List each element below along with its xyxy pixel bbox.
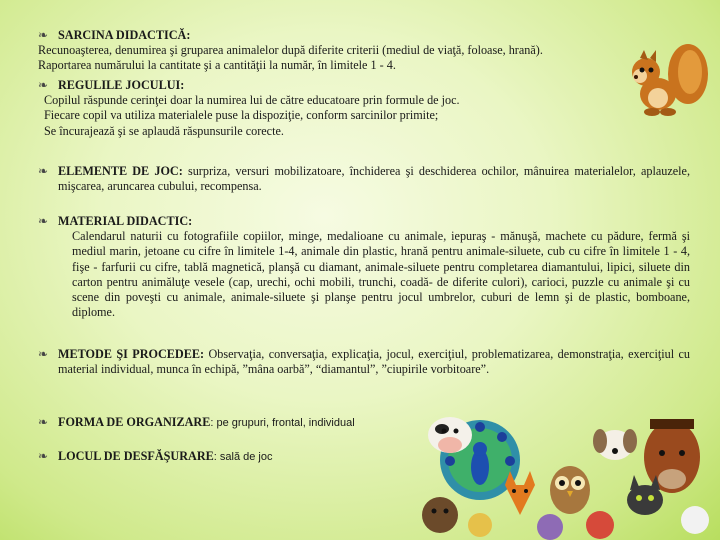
owl — [550, 466, 590, 514]
section-metode — [38, 347, 690, 377]
horse — [644, 419, 700, 493]
lamb — [681, 506, 709, 534]
locul-text: : sală de joc — [213, 451, 273, 463]
section-sarcina — [38, 28, 638, 74]
sarcina-line: Raportarea numărului la cantitate şi a cantităţii la număr, în limitele 1 - 4. — [38, 58, 396, 73]
bullet-icon: ❧ — [38, 214, 49, 228]
bear — [422, 497, 458, 533]
locul-heading: LOCUL DE DESFĂŞURARE — [58, 449, 214, 463]
bullet-icon: ❧ — [38, 449, 49, 463]
forma-heading: FORMA DE ORGANIZARE — [58, 415, 211, 429]
chick — [468, 513, 492, 537]
cat — [627, 475, 663, 515]
sarcina-line: Recunoaşterea, denumirea şi gruparea animalelor după diferite criterii (mediul de viaţă, foloase, hrană). — [38, 43, 543, 58]
animals-group-illustration — [410, 405, 720, 540]
cow — [428, 417, 472, 453]
reguli-heading: REGULILE JOCULUI: — [58, 78, 185, 92]
reguli-line: Fiecare copil va utiliza materialele puse la dispoziţie, conform sarcinilor primite; — [44, 108, 439, 123]
elemente-heading: ELEMENTE DE JOC: — [58, 164, 183, 178]
reguli-line: Se încurajează şi se aplaudă răspunsurile corecte. — [44, 123, 284, 138]
dog — [593, 429, 637, 460]
section-elemente — [38, 164, 690, 194]
material-text: Calendarul naturii cu fotografiile copiilor, minge, medalioane cu animale, iepuraş - mănuşă, machete cu pădure, fermă şi mediul marin, jetoane cu cifre în limitele 1-4, animale din plastic, hrană pentru animale-siluete, cub cu cifre în limitele 1 - 4, fişe - farfurii cu cifre, tablă magnetică, planşă cu diamant, animale-siluete pentru completarea diamantului, lipici, siluete din carton pentru animăluţe vesele (cap, urechi, ochi mobili, trunchi, coadă- de diferite culori), carioci, puzzle cu animale şi cu scene din poveşti cu animale, animale-siluete şi planşe pentru jocul umbrelor, cuburi de lemn şi de plastic, bomboane, diplome. — [72, 229, 690, 320]
section-material — [38, 214, 690, 320]
bullet-icon: ❧ — [38, 28, 49, 42]
bullet-icon: ❧ — [38, 415, 49, 429]
elemente-text: surpriza, versuri mobilizatoare, închiderea şi deschiderea ochilor, mânuirea materialelor, aplauzele, mişcarea, aruncarea cubului, recompensa. — [58, 164, 690, 194]
fox — [505, 471, 535, 515]
squirrel-illustration — [612, 38, 712, 120]
section-reguli — [38, 78, 598, 139]
material-heading: MATERIAL DIDACTIC: — [58, 214, 193, 228]
small-animal — [537, 514, 563, 540]
section-forma — [38, 415, 458, 431]
forma-text: : pe grupuri, frontal, individual — [210, 417, 355, 429]
bird — [586, 511, 614, 539]
section-locul — [38, 449, 358, 465]
reguli-line: Copilul răspunde cerinţei doar la numirea lui de către educatoare prin formule de joc. — [44, 93, 460, 108]
sarcina-heading: SARCINA DIDACTICĂ: — [58, 28, 191, 42]
metode-text: Observaţia, conversaţia, explicaţia, jocul, exerciţiul, problematizarea, demonstraţia, exerciţiul cu material individual, munca în echipă, ”mâna oarbă”, “diamantul”, ”ciupirile vorbitoare”. — [58, 347, 691, 377]
bullet-icon: ❧ — [38, 164, 49, 178]
metode-heading: METODE ŞI PROCEDEE: — [58, 347, 205, 361]
bullet-icon: ❧ — [38, 347, 49, 361]
bullet-icon: ❧ — [38, 78, 49, 92]
